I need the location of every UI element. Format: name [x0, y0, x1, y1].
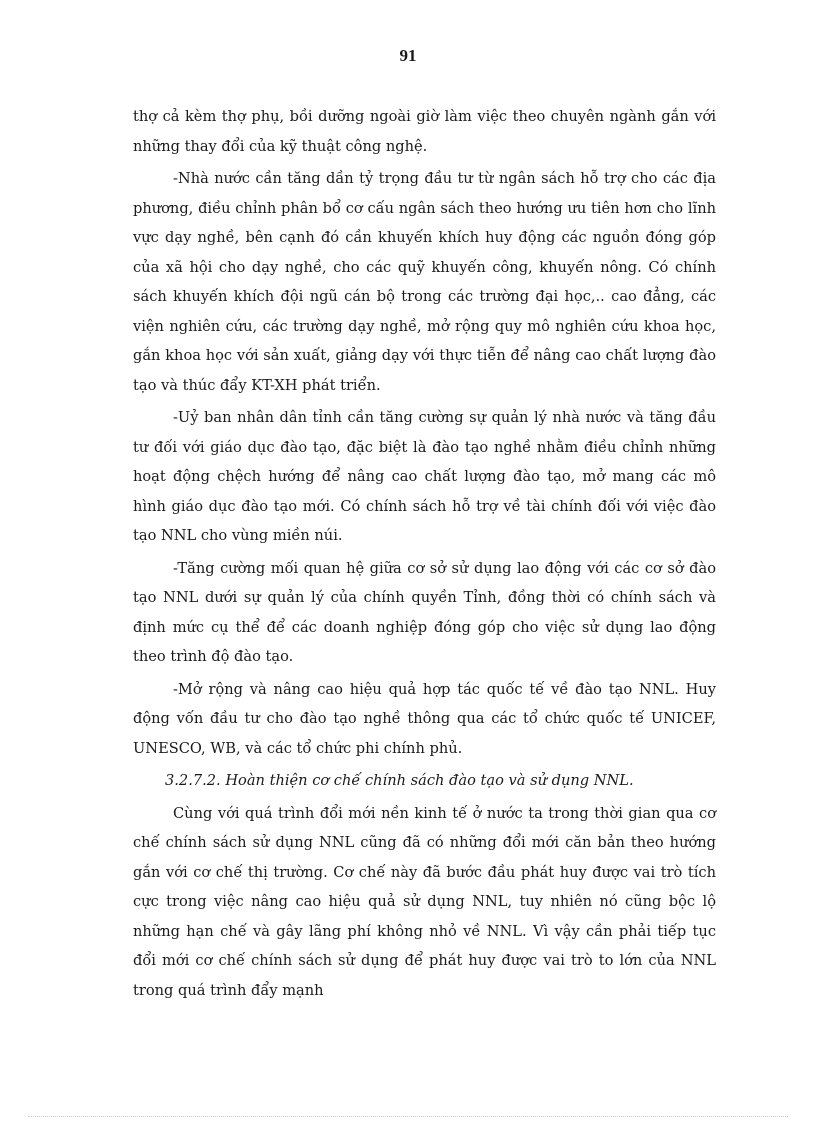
paragraph-continuation: thợ cả kèm thợ phụ, bồi dưỡng ngoài giờ làm việc theo chuyên ngành gắn với những thay đổi của kỹ thuật công nghệ.	[133, 108, 716, 155]
paragraph-international-cooperation: -Mở rộng và nâng cao hiệu quả hợp tác quốc tế về đào tạo NNL. Huy động vốn đầu tư cho đào tạo nghề thông qua các tổ chức quốc tế UNICEF, UNESCO, WB, và các tổ chức phi chính phủ.	[133, 680, 716, 757]
paragraph-state-budget: -Nhà nước cần tăng dần tỷ trọng đầu tư từ ngân sách hỗ trợ cho các địa phương, điều chỉnh phân bổ cơ cấu ngân sách theo hướng ưu tiên hơn cho lĩnh vực dạy nghề, bên cạnh đó cần khuyến khích huy động các nguồn đóng góp của xã hội cho dạy nghề, cho các quỹ khuyến công, khuyến nông. Có chính sách khuyến khích đội ngũ cán bộ trong các trường đại học,.. cao đẳng, các viện nghiên cứu, các trường dạy nghề, mở rộng quy mô nghiên cứu khoa học, gắn khoa học với sản xuất, giảng dạy với thực tiễn để nâng cao chất lượng đào tạo và thúc đẩy KT-XH phát triển.	[133, 170, 716, 394]
section-heading: 3.2.7.2. Hoàn thiện cơ chế chính sách đào tạo và sử dụng NNL.	[165, 772, 634, 789]
paragraph-provincial-committee: -Uỷ ban nhân dân tỉnh cần tăng cường sự quản lý nhà nước và tăng đầu tư đối với giáo dục đào tạo, đặc biệt là đào tạo nghề nhằm điều chỉnh những hoạt động chệch hướng để nâng cao chất lượng đào tạo, mở mang các mô hình giáo dục đào tạo mới. Có chính sách hỗ trợ về tài chính đối với việc đào tạo NNL cho vùng miền núi.	[133, 409, 716, 544]
paragraph-section-body: Cùng với quá trình đổi mới nền kinh tế ở nước ta trong thời gian qua cơ chế chính sách sử dụng NNL cũng đã có những đổi mới căn bản theo hướng gắn với cơ chế thị trường. Cơ chế này đã bước đầu phát huy được vai trò tích cực trong việc nâng cao hiệu quả sử dụng NNL, tuy nhiên nó cũng bộc lộ những hạn chế và gây lãng phí không nhỏ về NNL. Vì vậy cần phải tiếp tục đổi mới cơ chế chính sách sử dụng để phát huy được vai trò to lớn của NNL trong quá trình đẩy mạnh	[133, 804, 716, 999]
document-body	[133, 102, 716, 1008]
page-bottom-divider	[28, 1116, 788, 1117]
page-number: 91	[399, 46, 417, 65]
paragraph-enterprise-relations: -Tăng cường mối quan hệ giữa cơ sở sử dụng lao động với các cơ sở đào tạo NNL dưới sự quản lý của chính quyền Tỉnh, đồng thời có chính sách và định mức cụ thể để các doanh nghiệp đóng góp cho việc sử dụng lao động theo trình độ đào tạo.	[133, 559, 716, 665]
